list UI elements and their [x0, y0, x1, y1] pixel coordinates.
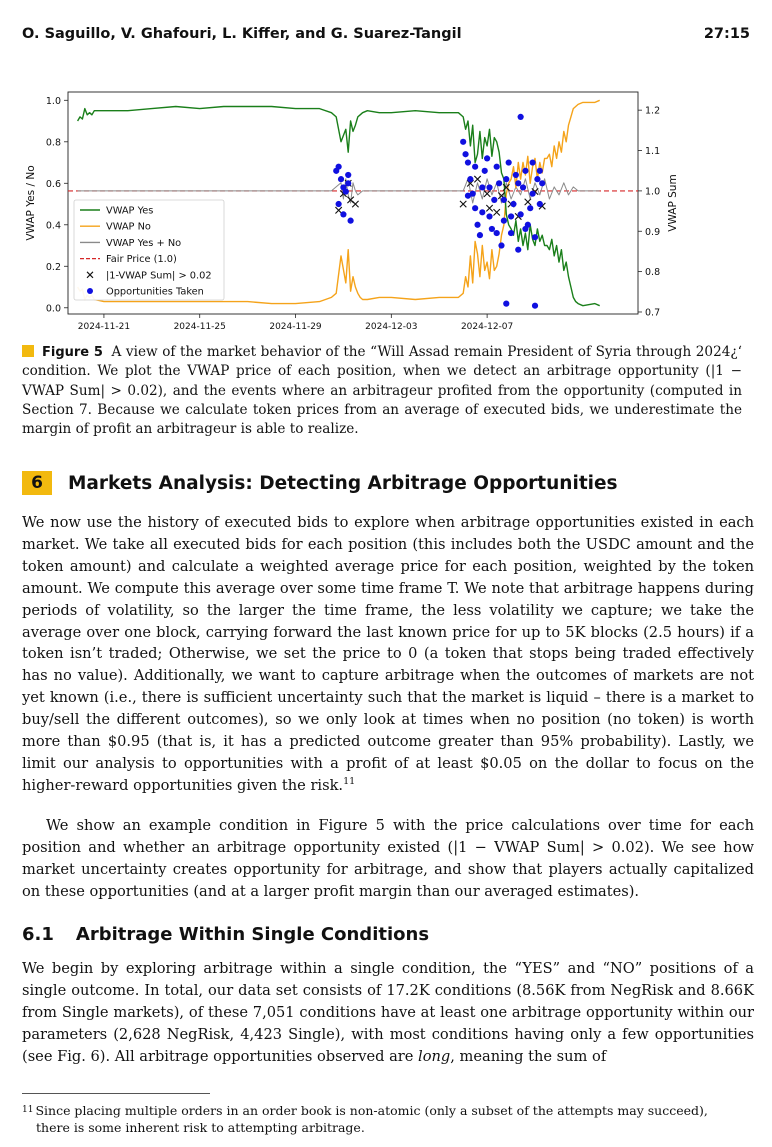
subsection-number: 6.1 — [22, 924, 54, 945]
figure-5-chart — [22, 82, 750, 332]
opportunity-taken-point — [501, 197, 507, 203]
opportunity-taken-point — [491, 197, 497, 203]
opportunity-taken-point — [489, 226, 495, 232]
opportunity-taken-point — [518, 211, 524, 217]
opportunity-taken-point — [340, 211, 346, 217]
subsection-title: Arbitrage Within Single Conditions — [75, 924, 430, 945]
opportunity-taken-point — [532, 234, 538, 240]
left-tick-label: 0.8 — [45, 137, 61, 149]
chart-legend — [74, 200, 224, 300]
opportunity-taken-point — [345, 172, 351, 178]
legend-label: VWAP Yes + No — [106, 237, 182, 249]
subsection-paragraph — [22, 958, 754, 1068]
caption-marker-square — [22, 345, 34, 357]
page-header — [22, 26, 750, 46]
opportunity-taken-point — [472, 164, 478, 170]
paragraph-1-text: We now use the history of executed bids to explore when arbitrage opportunities existed in each market. We take all executed bids for each position (this includes both the USDC amount and the token amount) and calculate a weighted average price for each position, weighted by the token amount. We compute this average over some time frame T. We note that arbitrage happens during periods of volatility, so the larger the time frame, the less volatility we capture; we take the average over one block, carrying forward the last known price for up to 5K blocks (2.5 hours) if a token isn’t traded; Otherwise, we set the price to 0 (a token that stops being traded effectively has no value). Additionally, we want to capture arbitrage when the outcomes of markets are not yet known (i.e., there is sufficient uncertainty such that the market is liquid – there is a market to buy/sell the different outcomes), so we only look at times when no position (no token) is worth more than $0.95 (that is, it has a predicted outcome greater than 95% probability). Lastly, we limit our analysis to opportunities with a profit of at least $0.05 on the dollar to focus on the higher-reward opportunities given the risk. — [22, 514, 754, 794]
opportunity-taken-point — [530, 159, 536, 165]
x-tick-label: 2024-11-21 — [77, 322, 131, 332]
opportunity-taken-point — [510, 201, 516, 207]
opportunity-taken-point — [515, 180, 521, 186]
x-tick-label: 2024-12-07 — [460, 322, 514, 332]
opportunity-taken-point — [496, 180, 502, 186]
opportunity-taken-point — [503, 176, 509, 182]
footnote-marker: 11 — [22, 1105, 34, 1115]
opportunity-taken-point — [501, 218, 507, 224]
x-tick-label: 2024-11-25 — [173, 322, 226, 332]
opportunity-taken-point — [477, 232, 483, 238]
subsection-text-pre: We begin by exploring arbitrage within a single condition, the “YES” and “NO” positions of a single outcome. In total, our data set consists of 17.2K conditions (8.56K from NegRisk and 8.66K from Single markets), of these 7,051 conditions have at least one arbitrage opportunity within our parameters (2,628 NegRisk, 4,423 Single), with most conditions having only a few opportunities (see Fig. 6). All arbitrage opportunities observed are — [22, 960, 754, 1065]
opportunity-taken-point — [465, 159, 471, 165]
opportunity-taken-point — [482, 168, 488, 174]
section-title: Markets Analysis: Detecting Arbitrage Opportunities — [68, 472, 618, 494]
legend-label: |1-VWAP Sum| > 0.02 — [106, 270, 212, 282]
section-number: 6 — [22, 471, 52, 495]
opportunity-taken-point — [479, 184, 485, 190]
legend-entry — [87, 270, 212, 281]
opportunity-taken-point — [537, 201, 543, 207]
footnote-line-2: there is some inherent risk to attempting arbitrage. — [36, 1120, 365, 1135]
figure-caption — [22, 343, 742, 439]
opportunity-taken-point — [506, 159, 512, 165]
threshold-cross-marker — [335, 207, 341, 213]
left-tick-label: 0.2 — [45, 261, 61, 273]
right-tick-label: 1.0 — [645, 186, 661, 198]
legend-label: Fair Price (1.0) — [106, 254, 177, 266]
opportunity-taken-point — [532, 303, 538, 309]
left-tick-label: 0.0 — [45, 303, 61, 315]
opportunity-taken-point — [527, 205, 533, 211]
footnote-11 — [22, 1102, 754, 1136]
opportunity-taken-point — [508, 213, 514, 219]
opportunity-taken-point — [513, 172, 519, 178]
opportunity-taken-point — [503, 301, 509, 307]
subsection-text-emphasis: long — [418, 1047, 451, 1065]
page-number: 27:15 — [703, 26, 750, 42]
threshold-cross-marker — [525, 199, 531, 205]
x-tick-label: 2024-11-29 — [269, 322, 322, 332]
caption-text: A view of the market behavior of the “Will Assad remain President of Syria through 2024¿‘ condition. We plot the VWAP price of each position, when we detect an arbitrage opportunity (|1 − VWAP Sum| > 0.02), and the events where an arbitrageur profited from the opportunity (computed in Section 7. Because we calculate token prices from an average of executed bids, we underestimate the margin of profit an arbitrageur is able to realize. — [22, 344, 742, 438]
threshold-cross-marker — [352, 201, 358, 207]
threshold-cross-marker — [474, 176, 480, 182]
section-paragraph-1 — [22, 512, 754, 797]
section-paragraph-2 — [22, 815, 754, 903]
opportunity-taken-point — [348, 218, 354, 224]
opportunity-taken-point — [494, 230, 500, 236]
opportunity-taken-point — [462, 151, 468, 157]
opportunity-taken-point — [343, 188, 349, 194]
left-tick-label: 0.6 — [45, 178, 61, 190]
subsection-text-post: , meaning the sum of — [450, 1047, 607, 1065]
opportunity-taken-point — [336, 164, 342, 170]
right-tick-label: 0.7 — [645, 307, 661, 319]
threshold-cross-marker — [486, 205, 492, 211]
threshold-cross-marker — [460, 201, 466, 207]
opportunity-taken-point — [537, 168, 543, 174]
opportunity-taken-point — [515, 247, 521, 253]
opportunity-taken-point — [345, 180, 351, 186]
legend-dot-swatch — [87, 288, 93, 294]
opportunity-taken-point — [520, 184, 526, 190]
opportunity-taken-point — [460, 139, 466, 145]
threshold-cross-marker — [493, 209, 499, 215]
opportunity-taken-point — [498, 242, 504, 248]
footnote-reference[interactable]: 11 — [343, 776, 356, 788]
opportunity-taken-point — [522, 226, 528, 232]
opportunity-taken-point — [474, 222, 480, 228]
legend-label: Opportunities Taken — [106, 286, 204, 298]
legend-label: VWAP Yes — [106, 205, 154, 217]
right-tick-label: 0.9 — [645, 226, 661, 238]
right-tick-label: 0.8 — [645, 267, 661, 279]
section-heading — [22, 471, 618, 497]
x-tick-label: 2024-12-03 — [365, 322, 418, 332]
caption-label: Figure 5 — [42, 345, 103, 360]
left-axis-label: VWAP Yes / No — [25, 165, 37, 241]
left-tick-label: 0.4 — [45, 220, 61, 232]
opportunity-taken-point — [486, 213, 492, 219]
opportunity-taken-point — [522, 168, 528, 174]
right-tick-label: 1.2 — [645, 105, 661, 117]
opportunity-taken-point — [338, 176, 344, 182]
paragraph-2-text: We show an example condition in Figure 5 with the price calculations over time for each position and whether an arbitrage opportunity existed (|1 − VWAP Sum| > 0.02). We see how market uncertainty creates opportunity for arbitrage, and show that players actually capitalized on these opportunities (and at a larger profit margin than our averaged estimates). — [22, 817, 754, 900]
opportunity-taken-point — [518, 114, 524, 120]
right-tick-label: 1.1 — [645, 146, 661, 158]
footnote-divider — [22, 1093, 210, 1094]
opportunity-taken-point — [508, 230, 514, 236]
opportunity-taken-point — [479, 209, 485, 215]
footnote-line-1: Since placing multiple orders in an order book is non-atomic (only a subset of the attempts may succeed), — [35, 1103, 708, 1118]
opportunity-taken-point — [467, 176, 473, 182]
opportunity-taken-point — [484, 155, 490, 161]
left-tick-label: 1.0 — [45, 95, 61, 107]
opportunity-taken-point — [472, 205, 478, 211]
opportunity-taken-point — [539, 180, 545, 186]
opportunity-taken-point — [486, 184, 492, 190]
vwap-sum-line — [78, 179, 600, 203]
opportunity-taken-point — [534, 176, 540, 182]
subsection-heading — [22, 924, 429, 945]
opportunity-taken-point — [465, 193, 471, 199]
opportunity-taken-point — [494, 164, 500, 170]
running-authors: O. Saguillo, V. Ghafouri, L. Kiffer, and G. Suarez-Tangil — [22, 26, 462, 42]
opportunity-taken-point — [336, 201, 342, 207]
legend-label: VWAP No — [106, 221, 151, 233]
right-axis-label: VWAP Sum — [667, 174, 679, 232]
opportunity-taken-point — [530, 191, 536, 197]
